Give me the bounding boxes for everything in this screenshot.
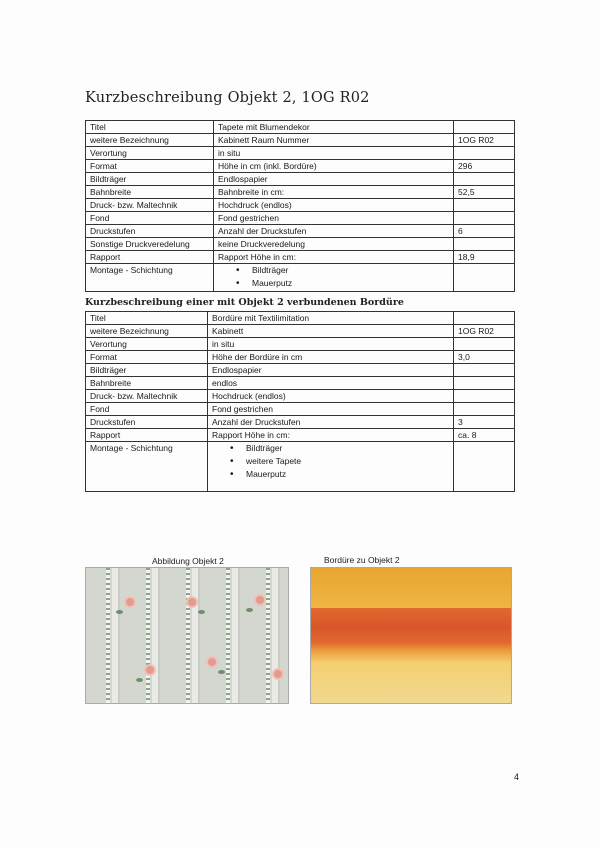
cell-label: weitere Bezeichnung xyxy=(86,325,208,338)
cell-desc: Rapport Höhe in cm: xyxy=(208,429,454,442)
cell-val xyxy=(454,403,515,416)
cell-desc: Hochdruck (endlos) xyxy=(214,199,454,212)
photo-wallpaper-floral xyxy=(85,567,289,704)
cell-label: Titel xyxy=(86,312,208,325)
cell-desc-list xyxy=(214,264,454,292)
cell-val: 3,0 xyxy=(454,351,515,364)
cell-desc: keine Druckveredelung xyxy=(214,238,454,251)
cell-label: Titel xyxy=(86,121,214,134)
cell-val: ca. 8 xyxy=(454,429,515,442)
cell-desc: Endlospapier xyxy=(208,364,454,377)
cell-val: 296 xyxy=(454,160,515,173)
cell-val xyxy=(454,121,515,134)
table-row xyxy=(86,416,515,429)
cell-val: 1OG R02 xyxy=(454,325,515,338)
cell-desc: Anzahl der Druckstufen xyxy=(208,416,454,429)
cell-label: Rapport xyxy=(86,429,208,442)
cell-label: Bildträger xyxy=(86,364,208,377)
table-row xyxy=(86,364,515,377)
cell-label: Verortung xyxy=(86,338,208,351)
table-row xyxy=(86,429,515,442)
cell-label: Fond xyxy=(86,403,208,416)
table-row xyxy=(86,147,515,160)
cell-val xyxy=(454,264,515,292)
cell-desc: Hochdruck (endlos) xyxy=(208,390,454,403)
table-row xyxy=(86,338,515,351)
list-item: • Mauerputz xyxy=(236,277,449,290)
table-row xyxy=(86,225,515,238)
cell-desc: Rapport Höhe in cm: xyxy=(214,251,454,264)
caption-image-bordure: Bordüre zu Objekt 2 xyxy=(324,555,400,565)
list-item: • Bildträger xyxy=(230,442,449,455)
table-bordure xyxy=(85,311,515,492)
page-number: 4 xyxy=(514,772,520,782)
cell-val xyxy=(454,312,515,325)
photo-bordure-textile xyxy=(310,567,512,704)
cell-label: Sonstige Druckveredelung xyxy=(86,238,214,251)
cell-val xyxy=(454,147,515,160)
cell-desc: Fond gestrichen xyxy=(208,403,454,416)
cell-desc: Bordüre mit Textilimitation xyxy=(208,312,454,325)
cell-val xyxy=(454,238,515,251)
table-row xyxy=(86,377,515,390)
table-row xyxy=(86,312,515,325)
cell-desc: Höhe der Bordüre in cm xyxy=(208,351,454,364)
table-row xyxy=(86,390,515,403)
cell-label: Format xyxy=(86,160,214,173)
heading-bordure: Kurzbeschreibung einer mit Objekt 2 verbundenen Bordüre xyxy=(85,297,404,308)
cell-desc: in situ xyxy=(214,147,454,160)
table-row xyxy=(86,186,515,199)
cell-label: Montage - Schichtung xyxy=(86,442,208,492)
table-row xyxy=(86,121,515,134)
cell-label: Bahnbreite xyxy=(86,377,208,390)
table-row-montage xyxy=(86,264,515,292)
cell-label: Bildträger xyxy=(86,173,214,186)
cell-label: Druckstufen xyxy=(86,225,214,238)
cell-label: Fond xyxy=(86,212,214,225)
table-row xyxy=(86,238,515,251)
cell-val xyxy=(454,377,515,390)
table-objekt-2 xyxy=(85,120,515,292)
table-row xyxy=(86,173,515,186)
table-row-montage xyxy=(86,442,515,492)
table-row xyxy=(86,351,515,364)
cell-val xyxy=(454,173,515,186)
cell-label: weitere Bezeichnung xyxy=(86,134,214,147)
cell-label: Verortung xyxy=(86,147,214,160)
list-item: • Bildträger xyxy=(236,264,449,277)
cell-desc: Bahnbreite in cm: xyxy=(214,186,454,199)
cell-val: 18,9 xyxy=(454,251,515,264)
cell-val: 52,5 xyxy=(454,186,515,199)
cell-val xyxy=(454,212,515,225)
cell-desc: Fond gestrichen xyxy=(214,212,454,225)
cell-desc: endlos xyxy=(208,377,454,390)
cell-val xyxy=(454,199,515,212)
cell-desc: Tapete mit Blumendekor xyxy=(214,121,454,134)
cell-desc: Endlospapier xyxy=(214,173,454,186)
cell-val: 1OG R02 xyxy=(454,134,515,147)
cell-val xyxy=(454,338,515,351)
cell-desc: Anzahl der Druckstufen xyxy=(214,225,454,238)
table-row xyxy=(86,134,515,147)
cell-label: Druck- bzw. Maltechnik xyxy=(86,390,208,403)
cell-val: 3 xyxy=(454,416,515,429)
list-item: • Mauerputz xyxy=(230,468,449,481)
cell-label: Druck- bzw. Maltechnik xyxy=(86,199,214,212)
cell-val xyxy=(454,364,515,377)
table-row xyxy=(86,251,515,264)
cell-label: Rapport xyxy=(86,251,214,264)
cell-label: Montage - Schichtung xyxy=(86,264,214,292)
cell-label: Format xyxy=(86,351,208,364)
cell-desc: Kabinett Raum Nummer xyxy=(214,134,454,147)
cell-label: Bahnbreite xyxy=(86,186,214,199)
table-row xyxy=(86,403,515,416)
cell-label: Druckstufen xyxy=(86,416,208,429)
cell-desc: Kabinett xyxy=(208,325,454,338)
table-row xyxy=(86,212,515,225)
table-row xyxy=(86,325,515,338)
heading-objekt-2: Kurzbeschreibung Objekt 2, 1OG R02 xyxy=(85,90,370,106)
list-item: • weitere Tapete xyxy=(230,455,449,468)
cell-val xyxy=(454,390,515,403)
cell-desc-list xyxy=(208,442,454,492)
cell-desc: Höhe in cm (inkl. Bordüre) xyxy=(214,160,454,173)
cell-val: 6 xyxy=(454,225,515,238)
table-row xyxy=(86,199,515,212)
caption-image-objekt-2: Abbildung Objekt 2 xyxy=(152,556,224,566)
table-row xyxy=(86,160,515,173)
cell-desc: in situ xyxy=(208,338,454,351)
cell-val xyxy=(454,442,515,492)
